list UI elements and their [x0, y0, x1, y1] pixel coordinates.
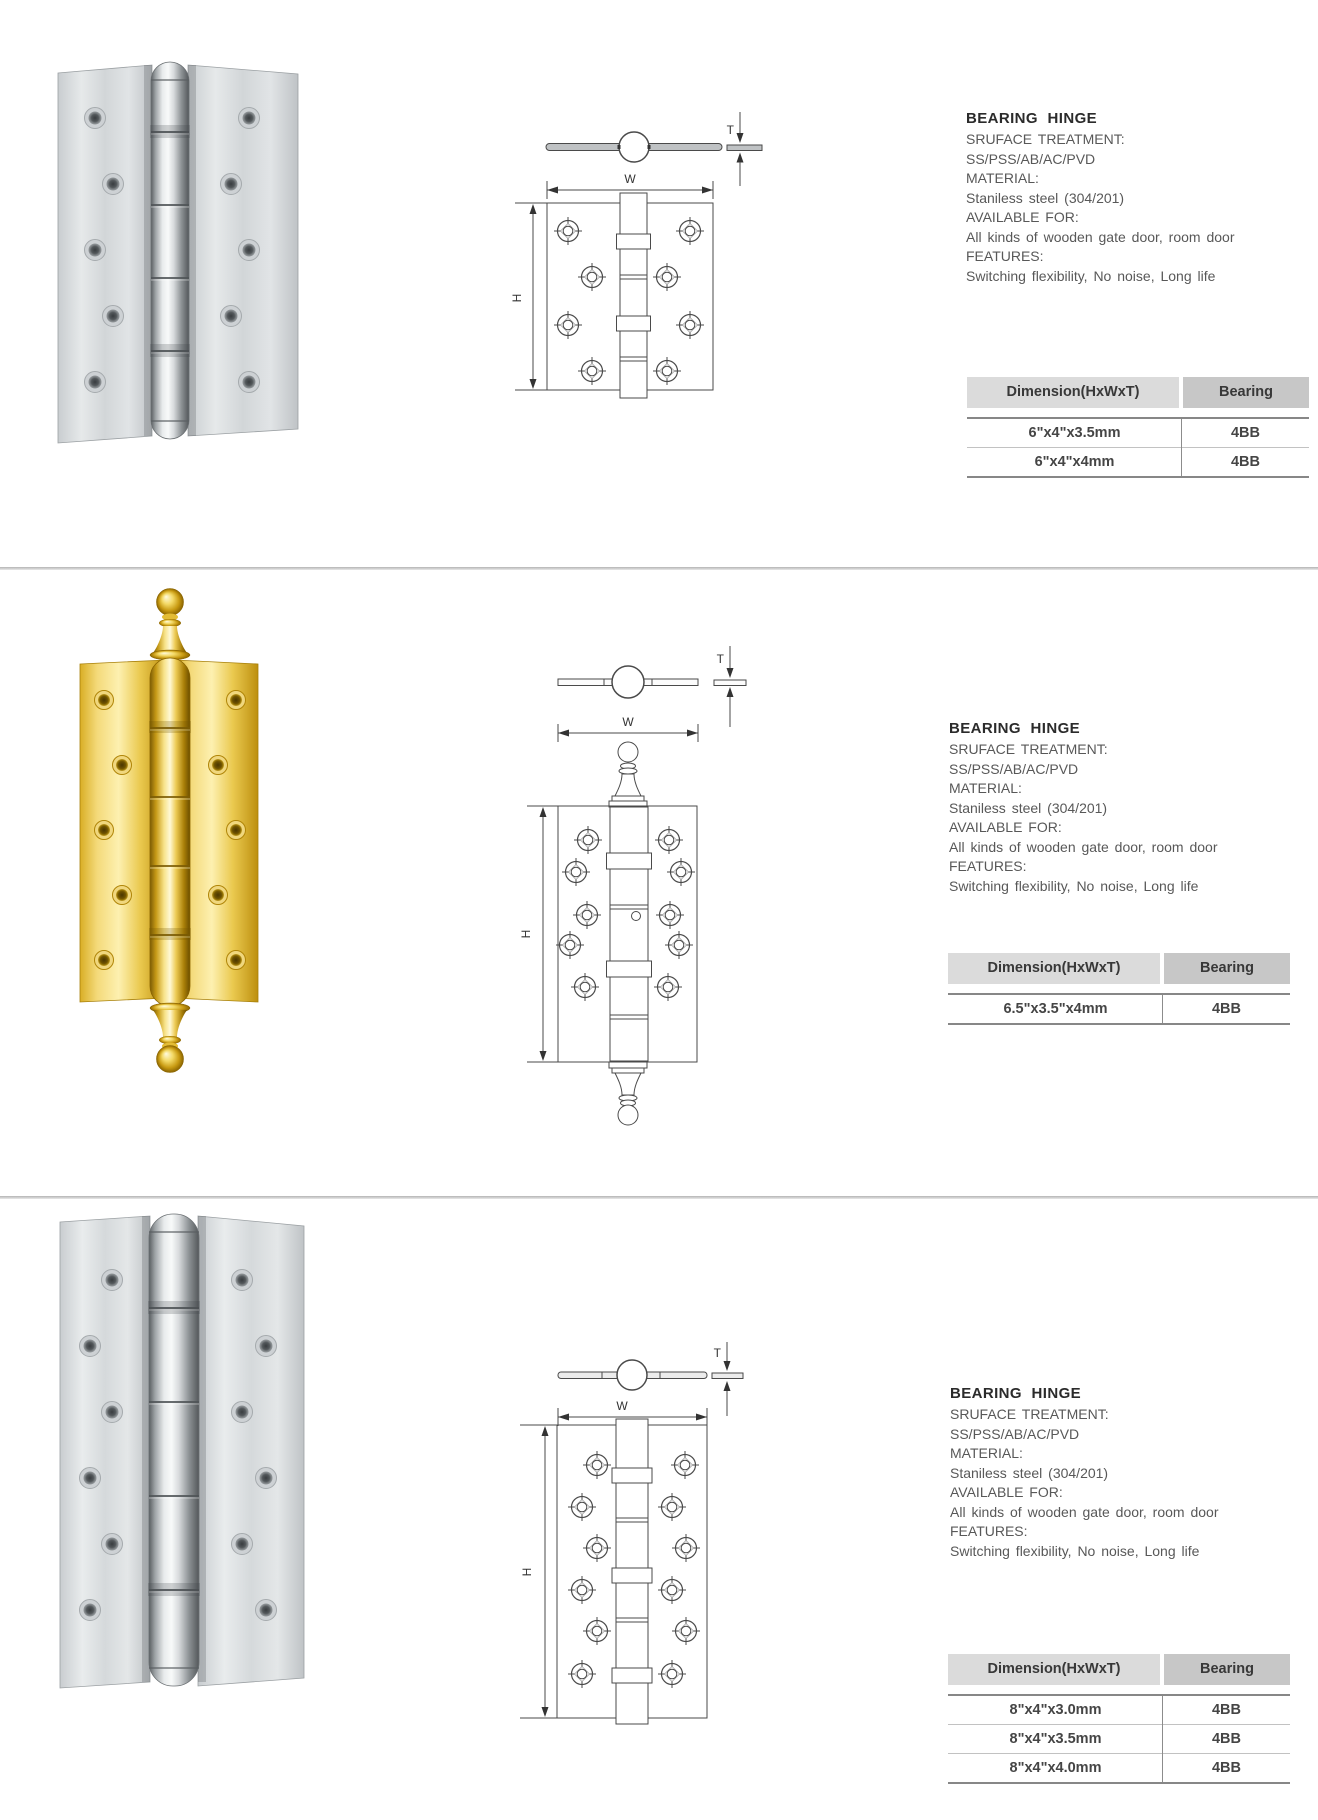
info-line: All kinds of wooden gate door, room door [949, 838, 1218, 855]
top-view [546, 132, 722, 162]
product-title: BEARING HINGE [966, 110, 1098, 127]
table-header-dimension: Dimension(HxWxT) [967, 377, 1179, 408]
info-line: MATERIAL: [949, 780, 1022, 796]
info-block [966, 110, 1316, 286]
dimension-cell: 8"x4"x4.0mm [1009, 1760, 1102, 1776]
technical-drawing-hinge-8in [515, 1338, 750, 1730]
info-line: All kinds of wooden gate door, room door [950, 1503, 1219, 1520]
bearing-cell: 4BB [1211, 1001, 1241, 1017]
t-label: T [713, 1346, 721, 1360]
dimension-cell: 8"x4"x3.5mm [1009, 1731, 1102, 1747]
w-label: W [622, 715, 634, 729]
spec-table [967, 377, 1309, 478]
product-photo-stainless-hinge-6in [55, 60, 300, 444]
info-line: AVAILABLE FOR: [966, 209, 1079, 225]
info-line: SRUFACE TREATMENT: [949, 741, 1108, 757]
product-photo-stainless-hinge-8in [55, 1212, 310, 1690]
column-divider [1181, 419, 1182, 476]
info-line: Staniless steel (304/201) [949, 799, 1108, 816]
finial-top-drawing [609, 742, 647, 807]
info-line: All kinds of wooden gate door, room door [966, 228, 1235, 245]
width-dimension [558, 715, 698, 742]
section-divider [0, 1196, 1318, 1199]
info-line: FEATURES: [966, 248, 1044, 264]
finial-bottom [150, 1003, 190, 1073]
column-divider [1162, 1696, 1163, 1782]
height-dimension [519, 806, 560, 1062]
info-line: Staniless steel (304/201) [950, 1464, 1109, 1481]
finial-top [150, 589, 190, 661]
thickness-dimension [727, 112, 762, 186]
h-label: H [510, 293, 524, 303]
spec-table [948, 953, 1290, 1025]
table-header-bearing: Bearing [1164, 1654, 1290, 1685]
info-line: Staniless steel (304/201) [966, 189, 1125, 206]
table-row [967, 419, 1309, 447]
table-header-dimension: Dimension(HxWxT) [948, 953, 1160, 984]
dimension-cell: 8"x4"x3.0mm [1009, 1702, 1102, 1718]
table-row [948, 1724, 1290, 1753]
info-line: FEATURES: [950, 1523, 1028, 1539]
top-view [558, 1360, 707, 1390]
hinge-leaf-right [198, 1216, 304, 1686]
table-row [948, 995, 1290, 1023]
table-header-bearing: Bearing [1183, 377, 1309, 408]
info-line: Switching flexibility, No noise, Long life [949, 877, 1199, 894]
bearing-cell: 4BB [1230, 425, 1260, 441]
table-row [967, 447, 1309, 476]
thickness-dimension [714, 646, 746, 727]
info-line: AVAILABLE FOR: [949, 819, 1062, 835]
technical-drawing-hinge-crown [515, 640, 755, 1130]
info-line: SRUFACE TREATMENT: [966, 131, 1125, 147]
table-row [948, 1696, 1290, 1724]
dimension-cell: 6.5"x3.5"x4mm [1003, 1001, 1108, 1017]
t-label: T [726, 123, 734, 137]
w-label: W [616, 1399, 628, 1413]
table-header-dimension: Dimension(HxWxT) [948, 1654, 1160, 1685]
table-header-bearing: Bearing [1164, 953, 1290, 984]
column-divider [1162, 995, 1163, 1023]
front-view [556, 806, 697, 1062]
info-line: SS/PSS/AB/AC/PVD [949, 760, 1079, 777]
product-photo-brass-hinge-crown [68, 582, 272, 1076]
h-label: H [519, 929, 533, 939]
info-line: SS/PSS/AB/AC/PVD [950, 1425, 1080, 1442]
hinge-barrel [148, 1214, 200, 1686]
info-line: Switching flexibility, No noise, Long life [950, 1542, 1200, 1559]
spec-table [948, 1654, 1290, 1784]
info-block [950, 1385, 1300, 1561]
info-line: SS/PSS/AB/AC/PVD [966, 150, 1096, 167]
height-dimension [510, 203, 549, 390]
info-line: MATERIAL: [950, 1445, 1023, 1461]
thickness-dimension [712, 1342, 743, 1416]
hinge-barrel [149, 658, 191, 1006]
front-view [557, 1419, 707, 1724]
hinge-barrel [150, 62, 190, 439]
product-title: BEARING HINGE [949, 720, 1081, 737]
bearing-cell: 4BB [1230, 454, 1260, 470]
dimension-cell: 6"x4"x4mm [1034, 454, 1115, 470]
bearing-cell: 4BB [1211, 1702, 1241, 1718]
front-view [547, 193, 713, 398]
product-title: BEARING HINGE [950, 1385, 1082, 1402]
finial-bottom-drawing [609, 1062, 647, 1125]
info-line: FEATURES: [949, 858, 1027, 874]
h-label: H [520, 1567, 534, 1577]
section-divider [0, 567, 1318, 570]
info-line: Switching flexibility, No noise, Long life [966, 267, 1216, 284]
info-line: SRUFACE TREATMENT: [950, 1406, 1109, 1422]
technical-drawing-hinge-6in [510, 92, 770, 404]
w-label: W [624, 172, 636, 186]
info-block [949, 720, 1299, 896]
top-view [558, 666, 698, 698]
dimension-cell: 6"x4"x3.5mm [1028, 425, 1121, 441]
height-dimension [520, 1425, 559, 1718]
table-row [948, 1753, 1290, 1782]
bearing-cell: 4BB [1211, 1731, 1241, 1747]
info-line: AVAILABLE FOR: [950, 1484, 1063, 1500]
bearing-cell: 4BB [1211, 1760, 1241, 1776]
t-label: T [716, 652, 724, 666]
info-line: MATERIAL: [966, 170, 1039, 186]
